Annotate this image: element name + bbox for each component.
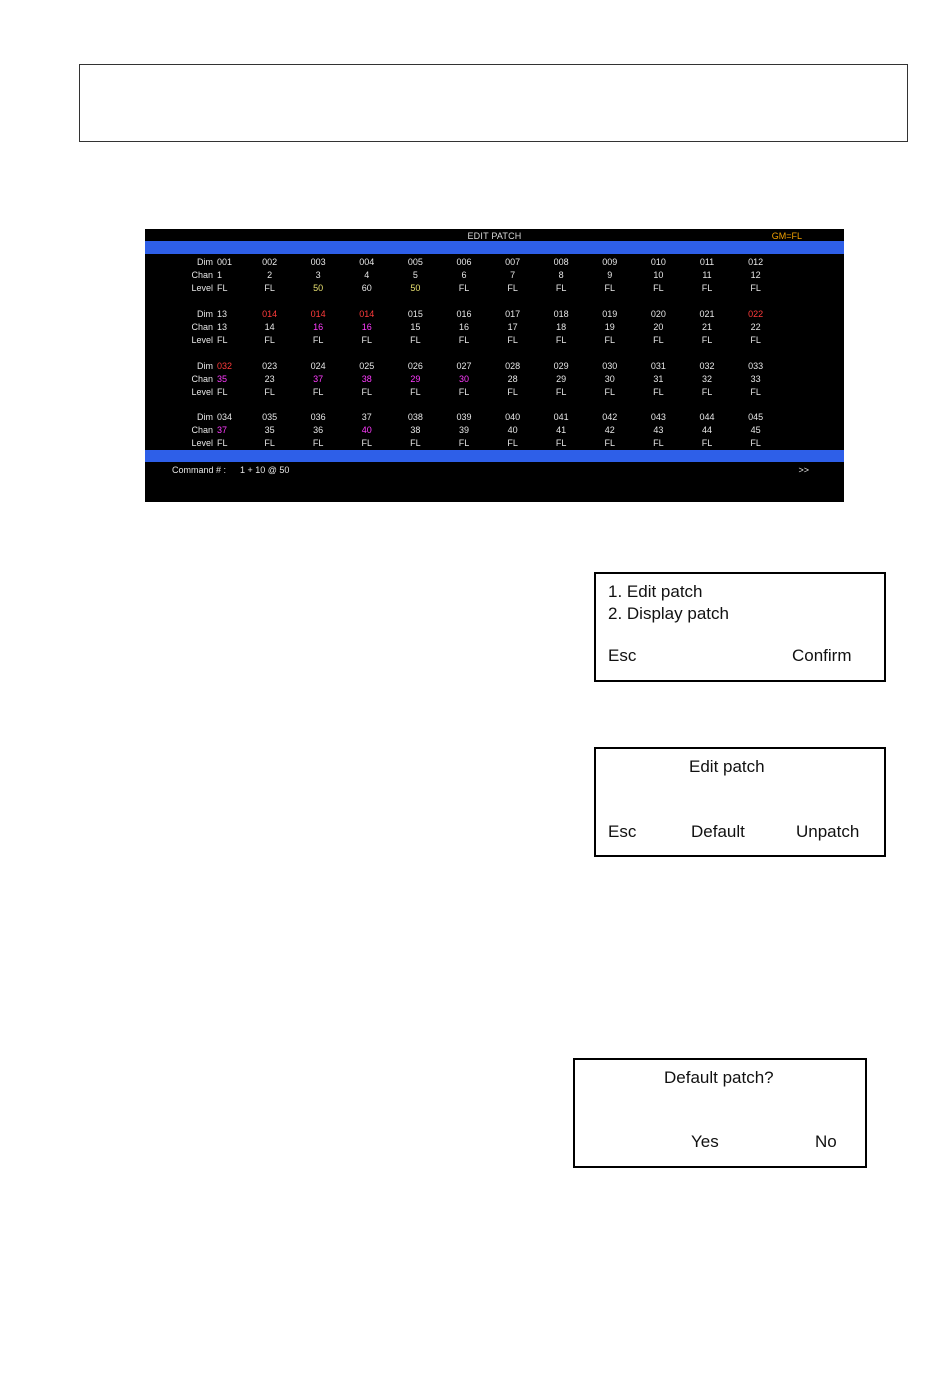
- edit-patch-title: Edit patch: [689, 757, 765, 776]
- patch-cell-level[interactable]: FL: [217, 335, 228, 345]
- edit-patch-screen: [145, 229, 844, 502]
- patch-cell-chan[interactable]: 38: [410, 425, 421, 435]
- row-label-dim: Dim: [197, 309, 213, 319]
- patch-cell-level[interactable]: FL: [653, 335, 664, 345]
- edit-patch-lcd: [594, 747, 886, 857]
- patch-cell-chan[interactable]: 16: [313, 322, 324, 332]
- patch-cell-dim[interactable]: 032: [699, 361, 715, 371]
- patch-cell-chan[interactable]: 35: [264, 425, 275, 435]
- patch-cell-dim[interactable]: 034: [217, 412, 233, 422]
- unpatch-button[interactable]: Unpatch: [796, 822, 860, 841]
- patch-cell-dim[interactable]: 024: [310, 361, 326, 371]
- patch-cell-level[interactable]: FL: [264, 438, 275, 448]
- patch-cell-dim[interactable]: 003: [310, 257, 326, 267]
- patch-cell-level[interactable]: FL: [264, 283, 275, 293]
- patch-cell-dim[interactable]: 045: [748, 412, 764, 422]
- patch-cell-dim[interactable]: 001: [217, 257, 233, 267]
- patch-cell-chan[interactable]: 31: [653, 374, 664, 384]
- patch-cell-dim[interactable]: 005: [407, 257, 423, 267]
- patch-cell-dim[interactable]: 036: [310, 412, 326, 422]
- patch-cell-chan[interactable]: 4: [364, 270, 370, 280]
- patch-cell-dim[interactable]: 37: [361, 412, 372, 422]
- patch-cell-dim[interactable]: 031: [650, 361, 666, 371]
- command-line-value[interactable]: 1 + 10 @ 50: [240, 465, 290, 475]
- patch-cell-level[interactable]: FL: [750, 387, 761, 397]
- patch-row-level: [145, 335, 844, 348]
- row-label-level: Level: [191, 438, 213, 448]
- patch-cell-chan[interactable]: 29: [410, 374, 421, 384]
- patch-cell-chan[interactable]: 21: [701, 322, 712, 332]
- patch-cell-dim[interactable]: 040: [505, 412, 521, 422]
- patch-cell-level[interactable]: FL: [604, 438, 616, 448]
- patch-cell-level[interactable]: FL: [312, 387, 324, 397]
- patch-cell-chan[interactable]: 45: [750, 425, 761, 435]
- esc-button[interactable]: Esc: [608, 822, 637, 841]
- bottom-blue-bar: [145, 450, 844, 462]
- default-button[interactable]: Default: [691, 822, 745, 841]
- row-label-dim: Dim: [197, 412, 213, 422]
- patch-cell-chan[interactable]: 2: [267, 270, 273, 280]
- patch-cell-chan[interactable]: 16: [458, 322, 469, 332]
- row-label-chan: Chan: [191, 270, 213, 280]
- row-label-dim: Dim: [197, 257, 213, 267]
- patch-cell-chan[interactable]: 44: [701, 425, 712, 435]
- patch-cell-chan[interactable]: 12: [750, 270, 761, 280]
- patch-cell-level[interactable]: FL: [458, 387, 470, 397]
- patch-cell-dim[interactable]: 017: [505, 309, 521, 319]
- confirm-button[interactable]: Confirm: [792, 646, 852, 665]
- patch-cell-dim[interactable]: 028: [505, 361, 521, 371]
- patch-cell-level[interactable]: FL: [555, 387, 567, 397]
- patch-cell-level[interactable]: FL: [410, 335, 421, 345]
- patch-row-chan: [145, 374, 844, 387]
- patch-row-chan: [145, 322, 844, 335]
- patch-cell-chan[interactable]: 32: [701, 374, 712, 384]
- patch-row-dim: [145, 309, 844, 322]
- patch-cell-dim[interactable]: 044: [699, 412, 715, 422]
- patch-cell-chan[interactable]: 36: [313, 425, 324, 435]
- patch-cell-level[interactable]: FL: [750, 438, 761, 448]
- patch-cell-level[interactable]: FL: [555, 438, 567, 448]
- patch-row-chan: [145, 270, 844, 283]
- patch-cell-dim[interactable]: 035: [262, 412, 278, 422]
- patch-cell-chan[interactable]: 28: [507, 374, 518, 384]
- patch-cell-chan[interactable]: 43: [653, 425, 664, 435]
- patch-cell-chan[interactable]: 13: [217, 322, 228, 332]
- patch-cell-level[interactable]: FL: [217, 387, 228, 397]
- patch-cell-dim[interactable]: 011: [699, 257, 715, 267]
- patch-cell-level[interactable]: FL: [653, 387, 664, 397]
- patch-cell-dim[interactable]: 010: [650, 257, 666, 267]
- patch-cell-chan[interactable]: 7: [510, 270, 516, 280]
- patch-cell-chan[interactable]: 30: [604, 374, 615, 384]
- patch-cell-level[interactable]: FL: [507, 335, 518, 345]
- patch-cell-dim[interactable]: 029: [553, 361, 569, 371]
- default-patch-question: Default patch?: [664, 1068, 774, 1087]
- grand-master-indicator: GM=FL: [771, 231, 802, 241]
- patch-cell-level[interactable]: 60: [361, 283, 372, 293]
- patch-cell-level[interactable]: FL: [555, 283, 567, 293]
- main-menu-lcd: [594, 572, 886, 682]
- patch-cell-level[interactable]: FL: [750, 335, 761, 345]
- patch-cell-dim[interactable]: 027: [456, 361, 472, 371]
- row-label-chan: Chan: [191, 374, 213, 384]
- patch-cell-level[interactable]: FL: [264, 335, 275, 345]
- no-button[interactable]: No: [815, 1132, 837, 1151]
- row-label-level: Level: [191, 283, 213, 293]
- patch-cell-level[interactable]: FL: [312, 335, 324, 345]
- patch-row-level: [145, 387, 844, 400]
- patch-cell-dim[interactable]: 014: [359, 309, 375, 319]
- patch-cell-level[interactable]: FL: [555, 335, 567, 345]
- patch-cell-dim[interactable]: 018: [553, 309, 569, 319]
- patch-cell-chan[interactable]: 23: [264, 374, 275, 384]
- patch-cell-chan[interactable]: 5: [412, 270, 418, 280]
- patch-cell-level[interactable]: FL: [264, 387, 275, 397]
- esc-button[interactable]: Esc: [608, 646, 637, 665]
- patch-cell-level[interactable]: FL: [701, 335, 713, 345]
- patch-cell-level[interactable]: FL: [361, 438, 373, 448]
- patch-cell-level[interactable]: FL: [217, 438, 228, 448]
- patch-cell-level[interactable]: FL: [217, 283, 228, 293]
- top-blue-bar: [145, 241, 844, 254]
- patch-cell-dim[interactable]: 041: [553, 412, 569, 422]
- patch-cell-chan[interactable]: 15: [410, 322, 421, 332]
- patch-cell-dim[interactable]: 039: [456, 412, 472, 422]
- screen-title: EDIT PATCH: [467, 231, 522, 241]
- patch-cell-dim[interactable]: 015: [407, 309, 423, 319]
- patch-cell-chan[interactable]: 10: [653, 270, 664, 280]
- patch-cell-level[interactable]: 50: [313, 283, 324, 293]
- patch-cell-level[interactable]: FL: [312, 438, 324, 448]
- patch-cell-level[interactable]: FL: [701, 387, 713, 397]
- patch-cell-chan[interactable]: 16: [361, 322, 372, 332]
- patch-cell-chan[interactable]: 17: [507, 322, 518, 332]
- patch-cell-chan[interactable]: 9: [607, 270, 613, 280]
- patch-cell-dim[interactable]: 014: [310, 309, 326, 319]
- patch-cell-level[interactable]: FL: [604, 387, 616, 397]
- patch-cell-dim[interactable]: 033: [748, 361, 764, 371]
- patch-cell-chan[interactable]: 11: [702, 270, 712, 280]
- patch-cell-dim[interactable]: 004: [359, 257, 375, 267]
- patch-cell-dim[interactable]: 008: [553, 257, 569, 267]
- yes-button[interactable]: Yes: [691, 1132, 719, 1151]
- command-label: Command # :: [172, 465, 227, 475]
- patch-cell-dim[interactable]: 016: [456, 309, 472, 319]
- patch-cell-chan[interactable]: 38: [361, 374, 372, 384]
- patch-cell-level[interactable]: FL: [507, 283, 518, 293]
- patch-cell-chan[interactable]: 41: [556, 425, 567, 435]
- patch-cell-chan[interactable]: 19: [604, 322, 615, 332]
- patch-cell-chan[interactable]: 37: [217, 425, 228, 435]
- patch-row-level: [145, 283, 844, 296]
- patch-cell-dim[interactable]: 025: [359, 361, 375, 371]
- patch-cell-chan[interactable]: 35: [217, 374, 228, 384]
- patch-cell-chan[interactable]: 20: [653, 322, 664, 332]
- patch-cell-dim[interactable]: 030: [602, 361, 618, 371]
- patch-cell-level[interactable]: FL: [653, 283, 664, 293]
- patch-cell-dim[interactable]: 13: [217, 309, 228, 319]
- patch-cell-level[interactable]: FL: [507, 438, 518, 448]
- patch-cell-level[interactable]: FL: [458, 283, 470, 293]
- patch-cell-level[interactable]: FL: [458, 438, 470, 448]
- patch-cell-level[interactable]: FL: [458, 335, 470, 345]
- patch-cell-dim[interactable]: 042: [602, 412, 618, 422]
- default-patch-lcd: [573, 1058, 867, 1168]
- patch-cell-dim[interactable]: 043: [650, 412, 666, 422]
- patch-cell-level[interactable]: FL: [410, 387, 421, 397]
- row-label-chan: Chan: [191, 425, 213, 435]
- patch-cell-chan[interactable]: 37: [313, 374, 324, 384]
- patch-cell-level[interactable]: FL: [507, 387, 518, 397]
- patch-cell-chan[interactable]: 22: [750, 322, 761, 332]
- patch-cell-chan[interactable]: 18: [556, 322, 567, 332]
- patch-cell-chan[interactable]: 33: [750, 374, 761, 384]
- row-label-chan: Chan: [191, 322, 213, 332]
- patch-cell-dim[interactable]: 019: [602, 309, 618, 319]
- patch-cell-chan[interactable]: 1: [217, 270, 223, 280]
- patch-cell-chan[interactable]: 30: [458, 374, 469, 384]
- patch-cell-dim[interactable]: 032: [217, 361, 233, 371]
- patch-cell-chan[interactable]: 42: [604, 425, 615, 435]
- patch-cell-chan[interactable]: 40: [361, 425, 372, 435]
- patch-cell-level[interactable]: FL: [361, 335, 373, 345]
- header-box: [79, 64, 908, 142]
- patch-cell-dim[interactable]: 021: [699, 309, 715, 319]
- more-indicator: >>: [798, 465, 809, 475]
- patch-cell-dim[interactable]: 009: [602, 257, 618, 267]
- patch-cell-dim[interactable]: 023: [262, 361, 278, 371]
- patch-cell-chan[interactable]: 3: [315, 270, 321, 280]
- patch-cell-level[interactable]: FL: [701, 438, 713, 448]
- patch-cell-dim[interactable]: 007: [505, 257, 521, 267]
- patch-cell-dim[interactable]: 006: [456, 257, 472, 267]
- patch-cell-chan[interactable]: 39: [458, 425, 469, 435]
- patch-cell-level[interactable]: 50: [410, 283, 421, 293]
- row-label-level: Level: [191, 335, 213, 345]
- patch-cell-dim[interactable]: 026: [407, 361, 423, 371]
- patch-row-dim: [145, 257, 844, 270]
- patch-cell-dim[interactable]: 022: [748, 309, 764, 319]
- patch-cell-chan[interactable]: 14: [264, 322, 275, 332]
- patch-cell-chan[interactable]: 6: [461, 270, 467, 280]
- row-label-dim: Dim: [197, 361, 213, 371]
- row-label-level: Level: [191, 387, 213, 397]
- patch-cell-chan[interactable]: 8: [558, 270, 564, 280]
- patch-cell-chan[interactable]: 29: [556, 374, 567, 384]
- patch-cell-dim[interactable]: 012: [748, 257, 764, 267]
- patch-cell-dim[interactable]: 038: [407, 412, 423, 422]
- patch-cell-level[interactable]: FL: [653, 438, 664, 448]
- patch-cell-chan[interactable]: 40: [507, 425, 518, 435]
- patch-cell-level[interactable]: FL: [750, 283, 761, 293]
- patch-row-dim: [145, 361, 844, 374]
- patch-cell-level[interactable]: FL: [361, 387, 373, 397]
- patch-cell-level[interactable]: FL: [604, 283, 616, 293]
- patch-row-dim: [145, 412, 844, 425]
- patch-cell-dim[interactable]: 002: [262, 257, 278, 267]
- patch-cell-level[interactable]: FL: [701, 283, 713, 293]
- menu-item-display-patch[interactable]: 2. Display patch: [608, 604, 729, 623]
- patch-cell-level[interactable]: FL: [604, 335, 616, 345]
- patch-cell-level[interactable]: FL: [410, 438, 421, 448]
- patch-cell-dim[interactable]: 014: [262, 309, 278, 319]
- patch-row-chan: [145, 425, 844, 438]
- menu-item-edit-patch[interactable]: 1. Edit patch: [608, 582, 703, 601]
- patch-cell-dim[interactable]: 020: [650, 309, 666, 319]
